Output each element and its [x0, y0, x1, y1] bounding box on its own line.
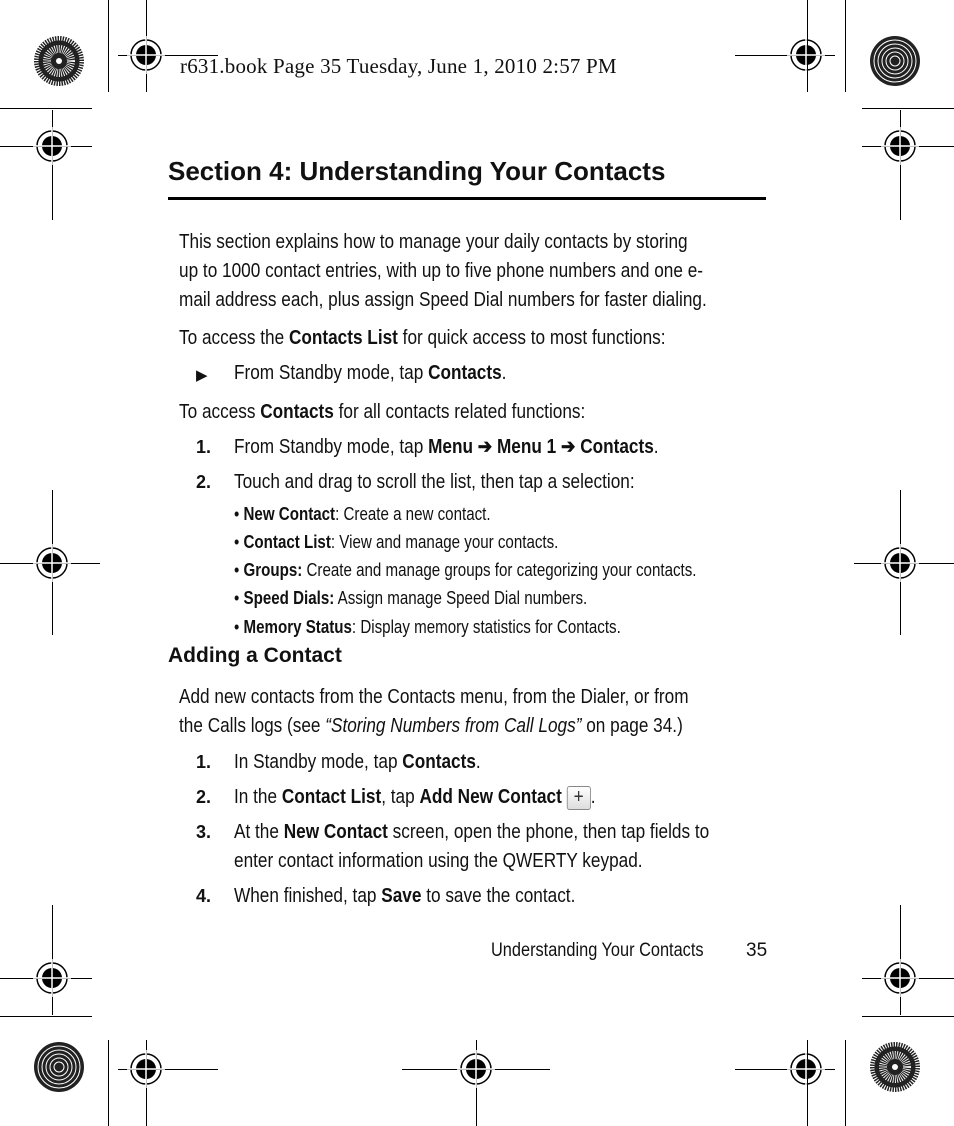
registration-target-icon: [457, 1050, 495, 1088]
step-item: At the New Contact screen, open the phone, then tap fields to: [234, 821, 710, 843]
registration-target-icon: [881, 959, 919, 997]
color-calibration-radial-icon: [32, 34, 86, 88]
standby-step: From Standby mode, tap Contacts.: [234, 362, 507, 384]
color-calibration-radial-icon: [868, 34, 922, 88]
registration-target-icon: [881, 544, 919, 582]
access-contacts-paragraph: To access Contacts for all contacts related functions:: [179, 401, 586, 423]
registration-target-icon: [787, 1050, 825, 1088]
color-calibration-radial-icon: [868, 1040, 922, 1094]
registration-target-icon: [881, 127, 919, 165]
add-contact-icon: +: [567, 786, 591, 810]
adding-intro-line-1: Add new contacts from the Contacts menu, from the Dialer, or from: [179, 686, 689, 708]
bullet-item: • Groups: Create and manage groups for categorizing your contacts.: [234, 560, 697, 580]
step-item: In the Contact List, tap Add New Contact + .: [234, 785, 596, 808]
registration-target-icon: [33, 127, 71, 165]
page-number: 35: [746, 940, 768, 961]
adding-intro-line-2: the Calls logs (see “Storing Numbers from Call Logs” on page 34.): [179, 715, 683, 737]
cross-reference-link[interactable]: “Storing Numbers from Call Logs”: [325, 715, 582, 737]
intro-line-3: mail address each, plus assign Speed Dial numbers for faster dialing.: [179, 289, 707, 311]
step-number: 2.: [196, 787, 212, 807]
step-item: Touch and drag to scroll the list, then tap a selection:: [234, 471, 635, 493]
print-header: r631.book Page 35 Tuesday, June 1, 2010 2:57 PM: [180, 54, 617, 78]
bullet-item: • Contact List: View and manage your contacts.: [234, 532, 559, 552]
step-number: 1.: [196, 437, 212, 457]
section-title: Section 4: Understanding Your Contacts: [168, 156, 666, 186]
running-footer: Understanding Your Contacts: [491, 940, 704, 961]
step-number: 3.: [196, 822, 212, 842]
step-number: 4.: [196, 886, 212, 906]
subsection-title: Adding a Contact: [168, 644, 342, 667]
step-item: When finished, tap Save to save the contact.: [234, 885, 576, 907]
color-calibration-radial-icon: [32, 1040, 86, 1094]
registration-target-icon: [33, 959, 71, 997]
step-item: From Standby mode, tap Menu ➔ Menu 1 ➔ Contacts.: [234, 436, 659, 458]
bullet-item: • Speed Dials: Assign manage Speed Dial numbers.: [234, 588, 588, 608]
triangle-bullet-icon: ▶: [196, 367, 208, 384]
bullet-item: • New Contact: Create a new contact.: [234, 504, 491, 524]
registration-target-icon: [127, 36, 165, 74]
step-number: 2.: [196, 472, 212, 492]
bullet-item: • Memory Status: Display memory statistics for Contacts.: [234, 617, 621, 637]
intro-line-2: up to 1000 contact entries, with up to five phone numbers and one e-: [179, 260, 703, 282]
registration-target-icon: [127, 1050, 165, 1088]
title-underline: [168, 197, 766, 200]
step-number: 1.: [196, 752, 212, 772]
intro-line-1: This section explains how to manage your daily contacts by storing: [179, 231, 688, 253]
registration-target-icon: [787, 36, 825, 74]
registration-target-icon: [33, 544, 71, 582]
step-item-continuation: enter contact information using the QWERTY keypad.: [234, 850, 643, 872]
access-contacts-list-paragraph: To access the Contacts List for quick access to most functions:: [179, 327, 666, 349]
step-item: In Standby mode, tap Contacts.: [234, 751, 481, 773]
